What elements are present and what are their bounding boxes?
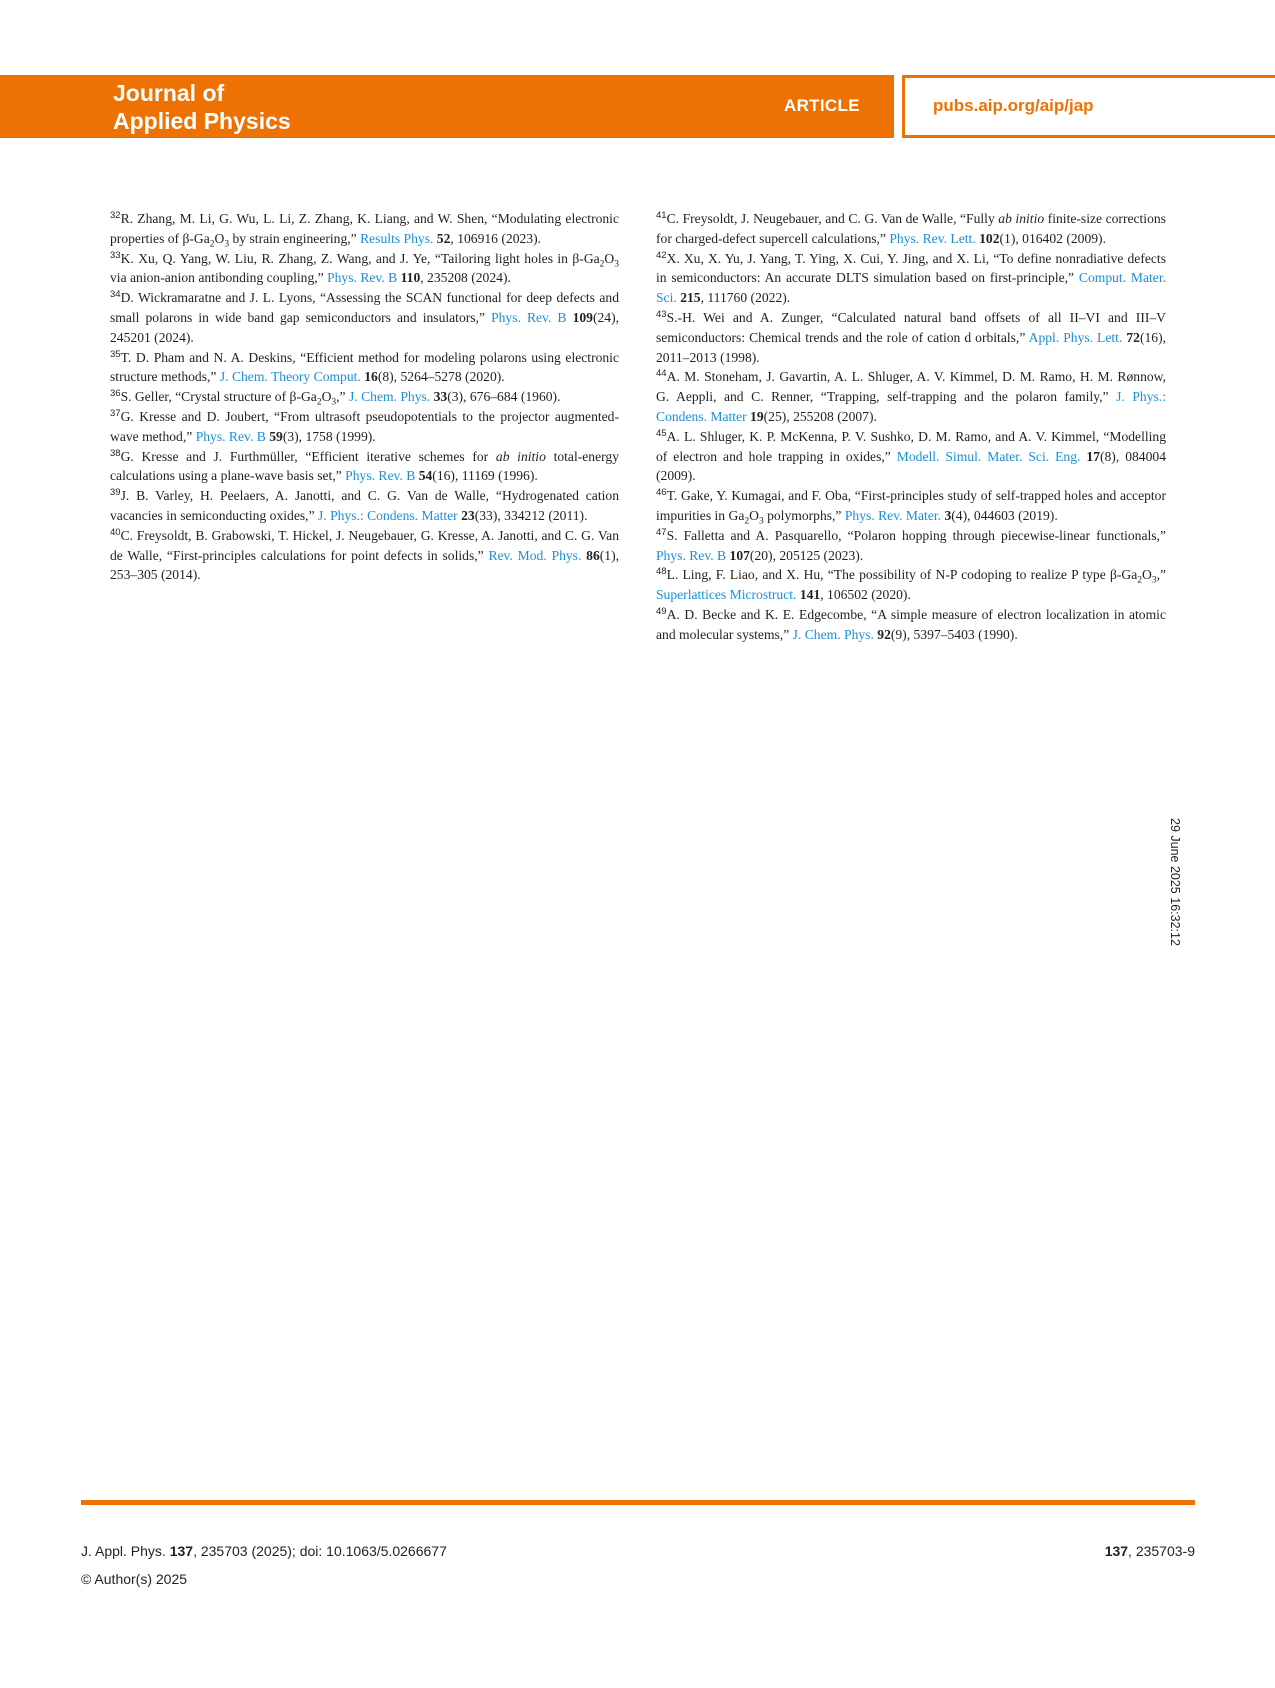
subscript: 3 (1151, 576, 1157, 587)
journal-link[interactable]: Phys. Rev. B (345, 468, 416, 484)
article-type-label: ARTICLE (784, 96, 860, 115)
subscript: 2 (316, 397, 322, 408)
reference-46 (656, 486, 1166, 526)
reference-text: C. Freysoldt, J. Neugebauer, and C. G. Van de Walle, “Fully (666, 211, 999, 226)
reference-text: total-energy calculations using a plane-wave basis set,” (110, 448, 619, 484)
volume: 54 (418, 468, 433, 484)
download-timestamp: 29 June 2025 16:32:12 (1168, 818, 1182, 946)
reference-number: 47 (656, 526, 667, 538)
journal-link[interactable]: J. Chem. Theory Comput. (219, 369, 361, 385)
journal-link[interactable]: Phys. Rev. Mater. (844, 507, 942, 523)
reference-number: 49 (656, 605, 667, 617)
reference-text: A. M. Stoneham, J. Gavartin, A. L. Shluger, A. V. Kimmel, D. M. Ramo, H. M. Rønnow, G. Aeppli, and C. Renner, “Trapping, self-trapping and the polaron family,” (656, 369, 1166, 405)
reference-text: O (749, 507, 759, 523)
journal-name (113, 79, 413, 135)
reference-text: J. B. Varley, H. Peelaers, A. Janotti, and C. G. Van de Walle, “Hydrogenated cation vacancies in semiconducting oxides,” (110, 488, 619, 523)
subscript: 2 (744, 516, 750, 527)
reference-text: (9), 5397–5403 (1990). (890, 626, 1018, 642)
reference-number: 39 (110, 487, 121, 499)
footer-citation-doi: , 235703 (2025); doi: 10.1063/5.0266677 (193, 1543, 447, 1559)
reference-number: 38 (110, 447, 121, 459)
reference-text: (1), 016402 (2009). (999, 230, 1106, 246)
reference-text: (3), 1758 (1999). (282, 428, 376, 444)
reference-text: L. Ling, F. Liao, and X. Hu, “The possibility of N-P codoping to realize P type β-Ga (666, 567, 1138, 583)
volume: 86 (586, 547, 600, 563)
subscript: 3 (758, 516, 764, 527)
reference-44 (656, 367, 1166, 426)
reference-text: G. Kresse and J. Furthmüller, “Efficient iterative schemes for (120, 448, 496, 464)
subscript: 2 (1137, 576, 1142, 587)
journal-link[interactable]: J. Chem. Phys. (349, 389, 431, 405)
reference-text: (4), 044603 (2019). (951, 507, 1058, 523)
reference-number: 40 (110, 526, 121, 538)
reference-number: 35 (110, 348, 121, 360)
reference-37 (110, 407, 619, 447)
reference-text: , 106916 (2023). (450, 230, 542, 246)
journal-link[interactable]: J. Phys.: Condens. Matter (318, 507, 458, 523)
reference-text: T. D. Pham and N. A. Deskins, “Efficient method for modeling polarons using electronic structure methods,” (110, 349, 619, 385)
footer-citation (81, 1543, 447, 1559)
journal-link[interactable]: Results Phys. (360, 230, 434, 246)
footer-citation-volume: 137 (169, 1543, 194, 1559)
reference-number: 42 (656, 249, 667, 261)
journal-link[interactable]: J. Phys.: Condens. Matter (656, 389, 1166, 424)
journal-link[interactable]: Rev. Mod. Phys. (488, 547, 582, 563)
reference-text: , 235208 (2024). (420, 270, 511, 286)
reference-number: 48 (656, 566, 667, 578)
journal-link[interactable]: Phys. Rev. B (656, 547, 727, 563)
reference-text: T. Gake, Y. Kumagai, and F. Oba, “First-principles study of self-trapped holes and acceptor impurities in Ga (656, 488, 1166, 523)
reference-text: (3), 676–684 (1960). (447, 389, 561, 405)
reference-text: , 111760 (2022). (700, 290, 791, 306)
reference-text: O (321, 389, 332, 405)
reference-text: (25), 255208 (2007). (763, 408, 877, 424)
italic-text: ab initio (998, 211, 1045, 226)
journal-link[interactable]: Superlattices Microstruct. (656, 587, 797, 603)
reference-number: 34 (110, 289, 121, 301)
references-right-column (656, 209, 1166, 645)
volume: 23 (461, 507, 475, 523)
reference-text: (20), 205125 (2023). (749, 547, 864, 563)
reference-text: ,” (1156, 567, 1166, 583)
reference-text: , 106502 (2020). (820, 587, 911, 603)
reference-text: ,” (336, 389, 349, 405)
volume: 17 (1086, 448, 1100, 464)
volume: 92 (877, 626, 891, 642)
footer-citation-journal: J. Appl. Phys. (81, 1543, 170, 1559)
reference-number: 36 (110, 388, 121, 400)
subscript: 2 (599, 259, 605, 270)
reference-33 (110, 249, 619, 289)
volume: 3 (944, 507, 952, 523)
reference-number: 46 (656, 487, 667, 499)
reference-text: C. Freysoldt, B. Grabowski, T. Hickel, J. Neugebauer, G. Kresse, A. Janotti, and C. G. Van de Walle, “First-principles calculations for point defects in solids,” (110, 527, 619, 563)
reference-text: (24), 245201 (2024). (110, 309, 619, 345)
reference-47 (656, 526, 1166, 566)
journal-link[interactable]: Phys. Rev. B (195, 428, 266, 444)
reference-39 (110, 486, 619, 526)
reference-35 (110, 348, 619, 388)
reference-text: K. Xu, Q. Yang, W. Liu, R. Zhang, Z. Wang, and J. Ye, “Tailoring light holes in β-Ga (120, 250, 600, 266)
subscript: 3 (331, 397, 337, 408)
journal-link[interactable]: Modell. Simul. Mater. Sci. Eng. (896, 448, 1081, 464)
footer-page-volume: 137 (1104, 1543, 1129, 1559)
reference-34 (110, 288, 619, 347)
reference-38 (110, 447, 619, 487)
reference-text: O (604, 250, 615, 266)
reference-text: R. Zhang, M. Li, G. Wu, L. Li, Z. Zhang, K. Liang, and W. Shen, “Modulating electronic properties of β-Ga (110, 211, 619, 246)
reference-text: S. Geller, “Crystal structure of β-Ga (120, 389, 317, 405)
volume: 102 (979, 230, 1000, 246)
subscript: 3 (224, 239, 230, 250)
volume: 59 (269, 428, 283, 444)
reference-text: by strain engineering,” (229, 230, 361, 246)
reference-text: via anion-anion antibonding coupling,” (110, 270, 328, 286)
reference-number: 33 (110, 249, 121, 261)
reference-42 (656, 249, 1166, 308)
volume: 110 (400, 270, 421, 286)
volume: 215 (680, 290, 701, 306)
reference-text: (33), 334212 (2011). (474, 507, 588, 523)
reference-text: (16), 2011–2013 (1998). (656, 329, 1167, 365)
footer-page-article: , 235703-9 (1128, 1543, 1195, 1559)
reference-32 (110, 209, 619, 249)
volume: 72 (1126, 329, 1140, 345)
footer-copyright: © Author(s) 2025 (81, 1571, 188, 1587)
reference-text: (8), 084004 (2009). (656, 448, 1166, 484)
reference-36 (110, 387, 619, 407)
journal-link[interactable]: Comput. Mater. Sci. (656, 270, 1167, 306)
volume: 107 (729, 547, 750, 563)
reference-text: O (1141, 567, 1152, 583)
journal-link[interactable]: Phys. Rev. B (491, 309, 567, 325)
journal-link[interactable]: Phys. Rev. B (327, 270, 398, 286)
footer-divider (81, 1500, 1195, 1505)
reference-number: 44 (656, 368, 667, 380)
reference-49 (656, 605, 1166, 645)
subscript: 2 (209, 239, 215, 250)
references-left-column (110, 209, 619, 585)
volume: 19 (750, 408, 764, 424)
reference-text: polymorphs,” (763, 507, 845, 523)
reference-number: 32 (110, 210, 121, 221)
reference-text: S.-H. Wei and A. Zunger, “Calculated natural band offsets of all II–VI and III–V semiconductors: Chemical trends and the role of cation d orbitals,” (656, 309, 1166, 345)
italic-text: ab initio (495, 448, 546, 464)
subscript: 3 (614, 259, 619, 270)
volume: 33 (433, 389, 448, 405)
journal-link[interactable]: Appl. Phys. Lett. (1028, 329, 1123, 345)
volume: 52 (436, 230, 451, 246)
reference-43 (656, 308, 1166, 367)
reference-45 (656, 427, 1166, 486)
reference-number: 43 (656, 308, 667, 320)
reference-number: 41 (656, 210, 667, 221)
volume: 109 (572, 309, 593, 325)
journal-url-link[interactable]: pubs.aip.org/aip/jap (933, 96, 1094, 115)
reference-text: D. Wickramaratne and J. L. Lyons, “Assessing the SCAN functional for deep defects and small polarons in wide band gap semiconductors and insulators,” (110, 290, 619, 325)
reference-text: G. Kresse and D. Joubert, “From ultrasoft pseudopotentials to the projector augmented-wave method,” (110, 408, 619, 444)
reference-number: 37 (110, 407, 121, 419)
reference-number: 45 (656, 427, 667, 439)
reference-40 (110, 526, 619, 585)
journal-link[interactable]: J. Chem. Phys. (792, 626, 874, 642)
reference-text: A. L. Shluger, K. P. McKenna, P. V. Sushko, D. M. Ramo, and A. V. Kimmel, “Modelling of electron and hole trapping in oxides,” (656, 428, 1166, 464)
volume: 141 (799, 587, 821, 603)
reference-text: (8), 5264–5278 (2020). (377, 369, 505, 385)
journal-link[interactable]: Phys. Rev. Lett. (889, 230, 976, 246)
reference-text: (1), 253–305 (2014). (110, 547, 619, 583)
footer-page-number (1105, 1543, 1195, 1559)
reference-41 (656, 209, 1166, 249)
reference-text: O (214, 230, 225, 246)
journal-name-line2: Applied Physics (113, 108, 291, 134)
reference-text: finite-size corrections for charged-defect supercell calculations,” (656, 211, 1166, 246)
reference-text: (16), 11169 (1996). (432, 468, 538, 484)
reference-text: A. D. Becke and K. E. Edgecombe, “A simple measure of electron localization in atomic and molecular systems,” (656, 606, 1166, 642)
reference-text: S. Falletta and A. Pasquarello, “Polaron hopping through piecewise-linear functionals,” (666, 527, 1166, 543)
reference-text: X. Xu, X. Yu, J. Yang, T. Ying, X. Cui, Y. Jing, and X. Li, “To define nonradiative defects in semiconductors: An accurate DLTS simulation based on first-principle,” (656, 250, 1166, 286)
journal-name-line1: Journal of (113, 80, 225, 106)
reference-48 (656, 565, 1166, 605)
volume: 16 (364, 369, 378, 385)
